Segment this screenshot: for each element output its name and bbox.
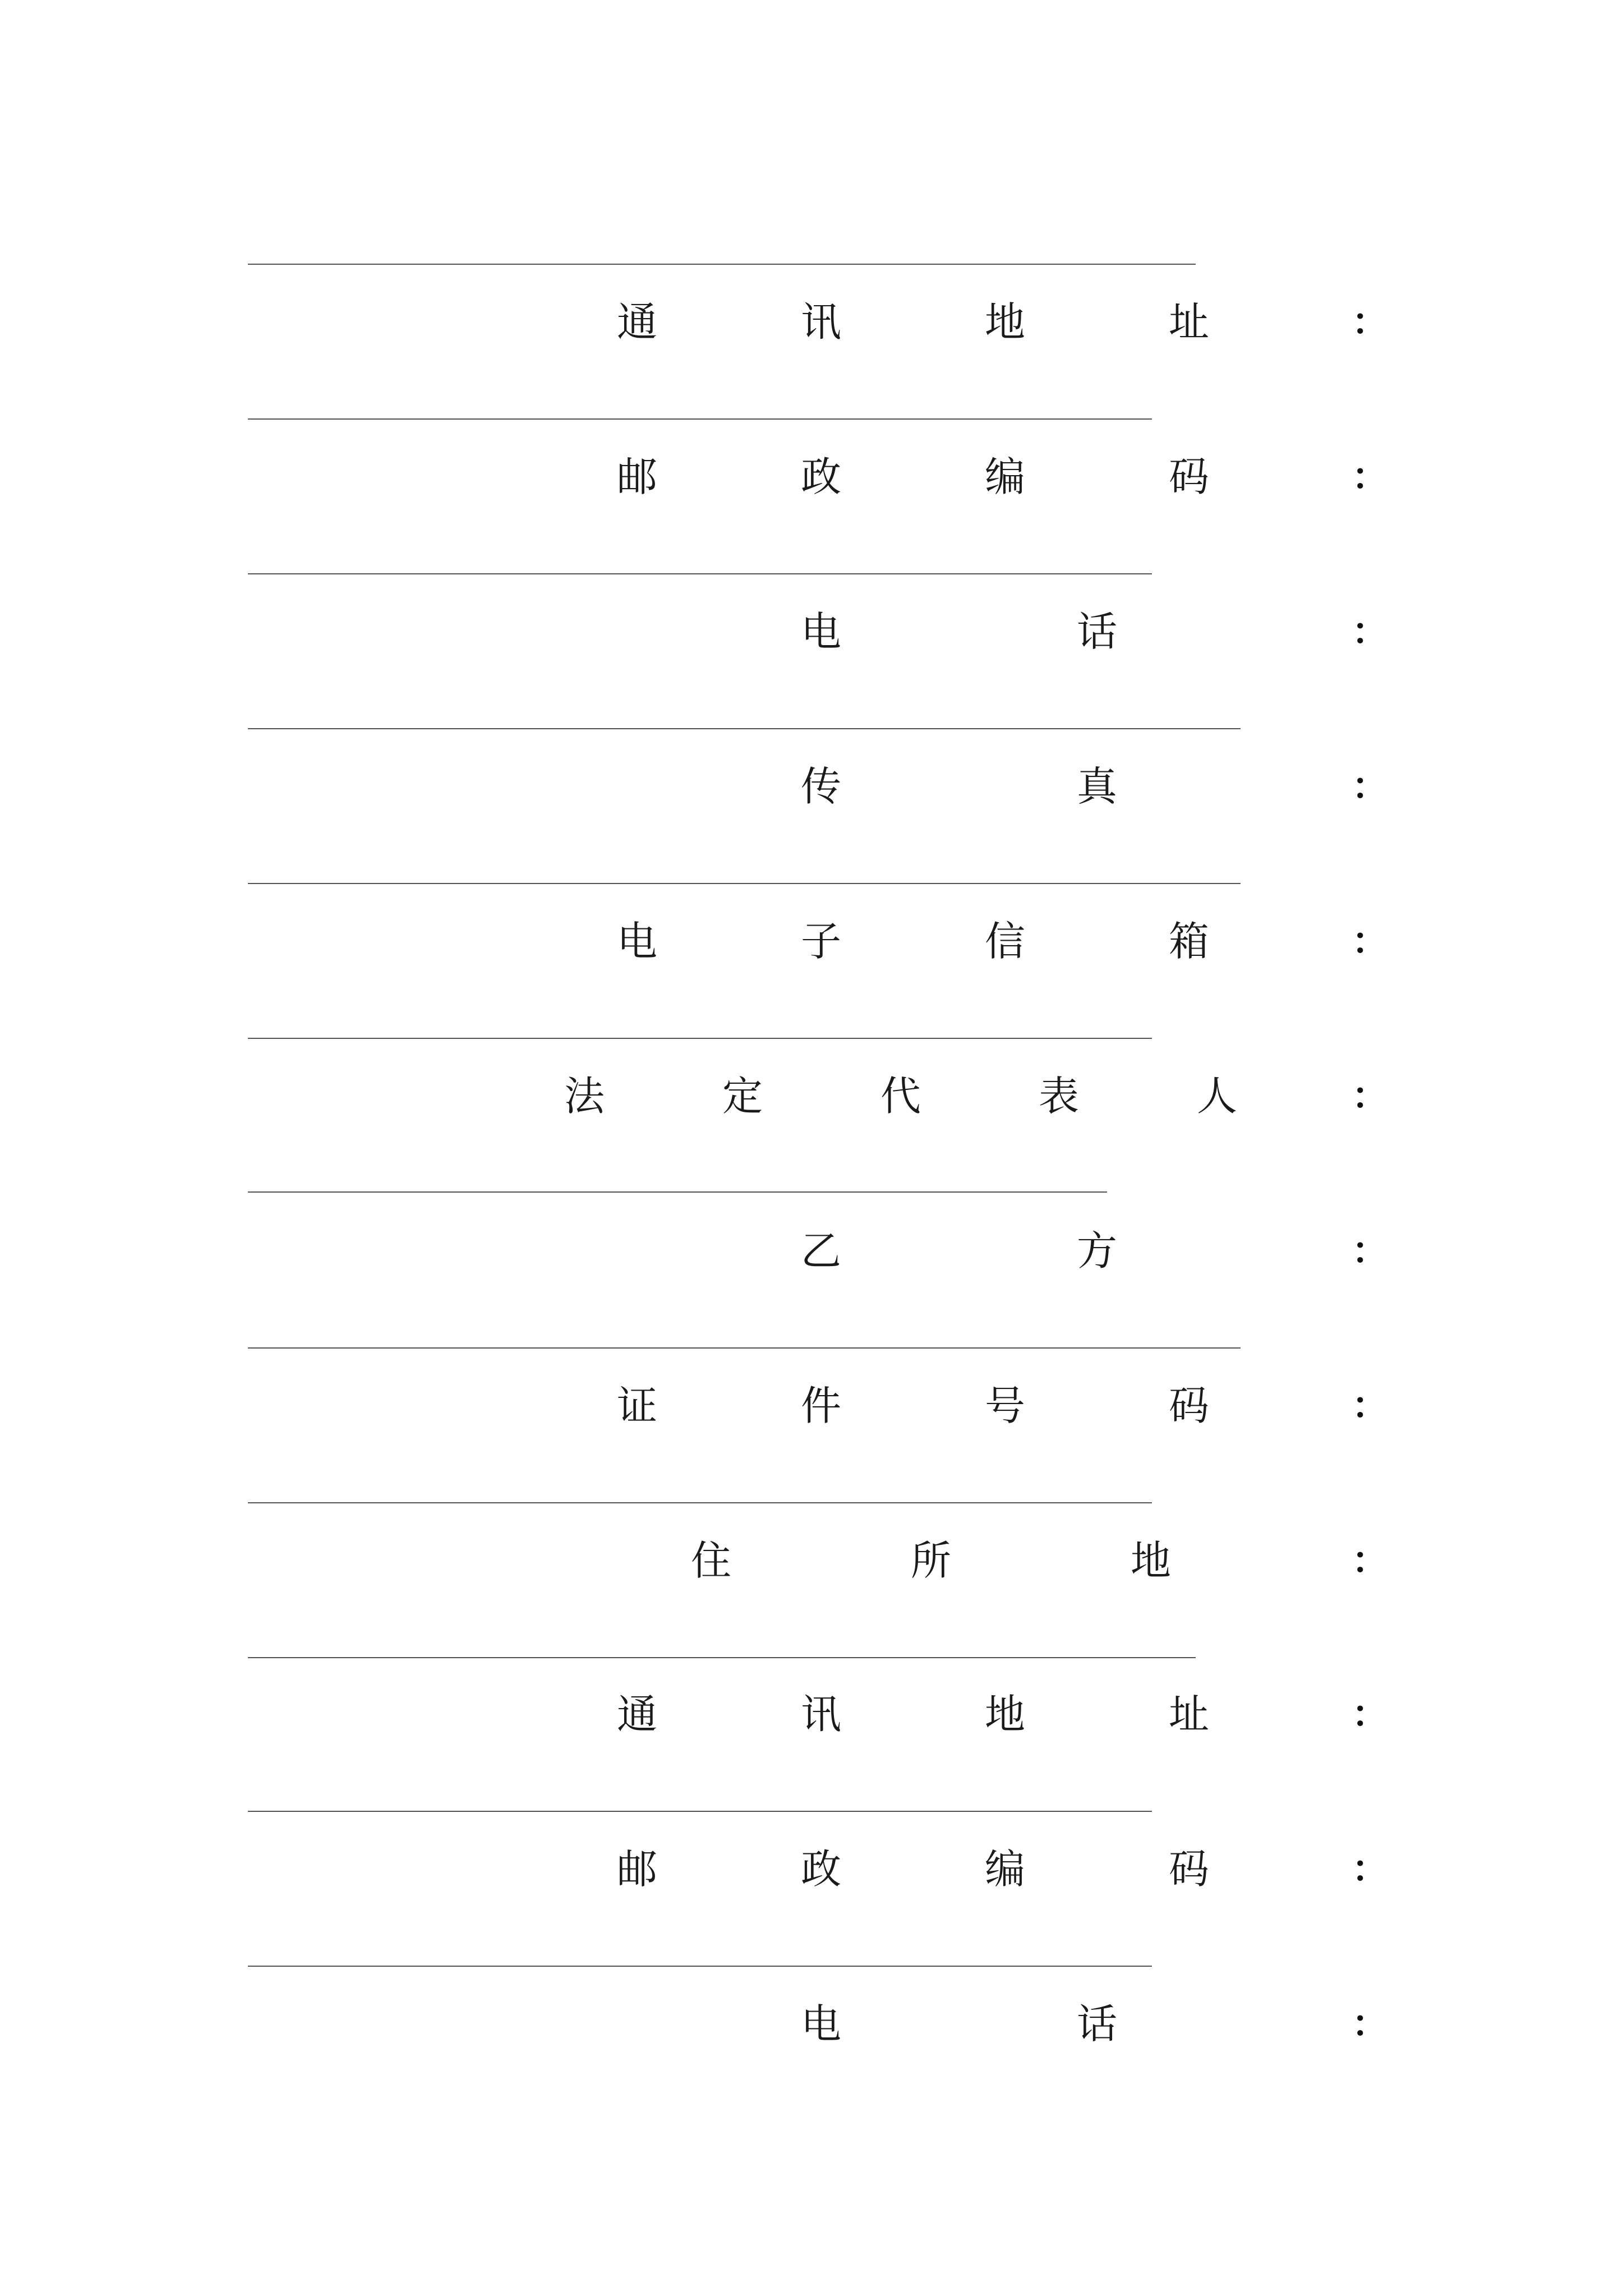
label-colon: ： (1352, 1384, 1389, 1427)
label-char: 号 (985, 1382, 1026, 1429)
label-char: 政 (801, 453, 842, 500)
label-char: 址 (1169, 298, 1210, 346)
label-colon: ： (1352, 919, 1389, 963)
label-char: 通 (617, 1691, 658, 1738)
field-party-b (0, 1223, 1623, 1279)
label-char: 编 (985, 1846, 1026, 1893)
label-colon: ： (1352, 1229, 1389, 1272)
field-telephone (0, 1996, 1623, 2052)
label-char: 码 (1169, 1382, 1210, 1429)
label-char: 表 (1039, 1073, 1080, 1120)
label-char: 真 (1077, 763, 1118, 810)
blank-line (248, 1347, 1241, 1349)
label-colon: ： (1352, 300, 1389, 343)
label-char: 电 (617, 918, 658, 965)
label-char: 电 (801, 608, 842, 655)
label-char: 讯 (801, 1691, 842, 1738)
label-char: 邮 (617, 1846, 658, 1893)
field-email (0, 913, 1623, 969)
blank-line (248, 1038, 1152, 1039)
label-colon: ： (1352, 1074, 1389, 1117)
field-telephone (0, 604, 1623, 660)
label-char: 箱 (1169, 918, 1210, 965)
label-char: 地 (985, 1691, 1026, 1738)
label-colon: ： (1352, 610, 1389, 653)
label-char: 政 (801, 1846, 842, 1893)
blank-line (248, 1502, 1152, 1503)
label-char: 讯 (801, 298, 842, 346)
label-colon: ： (1352, 1539, 1389, 1582)
blank-line (248, 264, 1196, 265)
label-char: 地 (1131, 1537, 1172, 1584)
field-id-number (0, 1378, 1623, 1434)
label-colon: ： (1352, 455, 1389, 498)
field-legal-representative (0, 1068, 1623, 1124)
label-char: 码 (1169, 453, 1210, 500)
field-domicile (0, 1533, 1623, 1589)
field-fax (0, 758, 1623, 815)
field-communication-address (0, 294, 1623, 350)
label-char: 编 (985, 453, 1026, 500)
label-colon: ： (1352, 1847, 1389, 1890)
field-postal-code (0, 449, 1623, 505)
label-char: 证 (617, 1382, 658, 1429)
label-char: 码 (1169, 1846, 1210, 1893)
blank-line (248, 1811, 1152, 1812)
label-char: 地 (985, 298, 1026, 346)
blank-line (248, 1966, 1152, 1967)
label-char: 住 (691, 1537, 732, 1584)
label-char: 乙 (801, 1227, 842, 1274)
label-char: 代 (880, 1073, 921, 1120)
label-char: 电 (801, 2000, 842, 2047)
label-char: 话 (1077, 608, 1118, 655)
blank-line (248, 728, 1241, 729)
label-colon: ： (1352, 1692, 1389, 1736)
label-char: 子 (801, 918, 842, 965)
label-char: 话 (1077, 2000, 1118, 2047)
label-colon: ： (1352, 765, 1389, 808)
label-char: 传 (801, 763, 842, 810)
label-char: 法 (564, 1073, 605, 1120)
label-char: 方 (1077, 1227, 1118, 1274)
label-char: 址 (1169, 1691, 1210, 1738)
label-char: 信 (985, 918, 1026, 965)
label-char: 所 (911, 1537, 952, 1584)
blank-line (248, 1191, 1107, 1193)
label-char: 邮 (617, 453, 658, 500)
label-colon: ： (1352, 2002, 1389, 2045)
label-char: 通 (617, 298, 658, 346)
blank-line (248, 418, 1152, 420)
label-char: 件 (801, 1382, 842, 1429)
blank-line (248, 883, 1241, 884)
blank-line (248, 573, 1152, 574)
field-postal-code (0, 1841, 1623, 1897)
label-char: 人 (1197, 1073, 1238, 1120)
field-communication-address (0, 1686, 1623, 1742)
label-char: 定 (722, 1073, 763, 1120)
blank-line (248, 1657, 1196, 1658)
